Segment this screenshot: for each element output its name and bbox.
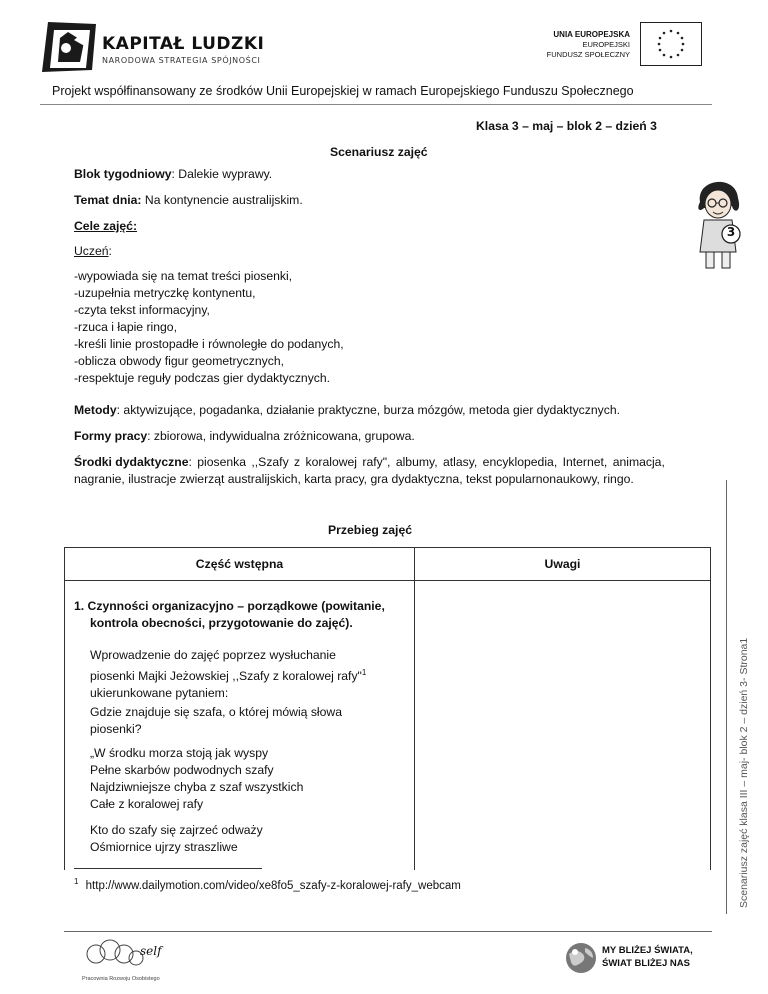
globe-logo: [563, 940, 599, 976]
banner-part-b: w ramach Europejskiego Funduszu Społecznego: [362, 84, 634, 98]
song-line: Kto do szafy się zajrzeć odważy: [90, 823, 263, 837]
formy-label: Formy pracy: [74, 429, 148, 443]
self-caption: Pracownia Rozwoju Osobistego: [82, 976, 160, 982]
eu-logo-text: [520, 30, 630, 60]
eu-flag: [640, 22, 702, 66]
uczen-colon: :: [108, 244, 112, 258]
blok-line: [74, 166, 272, 183]
footnote-divider: [74, 868, 262, 869]
eu-line1: UNIA EUROPEJSKA: [553, 30, 630, 39]
slogan-line1: MY BLIŻEJ ŚWIATA,: [602, 945, 693, 956]
kapital-ludzki-logo: [40, 18, 300, 74]
srodki-value-2: nagranie, ilustracje zwierząt australijskich, karta pracy, gra dydaktyczna, tekst popularnonaukowy, ringo.: [74, 472, 634, 486]
item1-line1: 1. Czynności organizacyjno – porządkowe (powitanie,: [74, 599, 385, 613]
uczen-line: [74, 243, 112, 260]
eu-line2: EUROPEJSKI: [582, 40, 630, 49]
blok-value: : Dalekie wyprawy.: [171, 167, 273, 181]
song-verse-2: [90, 822, 263, 856]
metody-label: Metody: [74, 403, 117, 417]
goal-item: -kreśli linie prostopadłe i równoległe do podanych,: [74, 337, 344, 351]
uczen-label: Uczeń: [74, 244, 109, 258]
funding-banner: [52, 84, 732, 98]
side-running-text: [738, 608, 750, 908]
goal-item: -respektuje reguły podczas gier dydaktycznych.: [74, 371, 331, 385]
footnote-ref: 1: [361, 668, 367, 677]
eu-line3: FUNDUSZ SPOŁECZNY: [546, 50, 630, 59]
srodki-label: Środki dydaktyczne: [74, 455, 189, 469]
goal-item: -rzuca i łapie ringo,: [74, 320, 177, 334]
song-line: „W środku morza stoją jak wyspy: [90, 746, 269, 760]
slogan-line2: ŚWIAT BLIŻEJ NAS: [602, 958, 690, 969]
temat-value: Na kontynencie australijskim.: [141, 193, 303, 207]
mascot-number: 3: [726, 225, 736, 239]
song-line: Całe z koralowej rafy: [90, 797, 204, 811]
temat-line: [74, 192, 303, 209]
metody-line: [74, 402, 620, 419]
srodki-block: [74, 454, 694, 488]
footnote-mark: 1: [74, 877, 79, 886]
banner-part-a: Projekt współfinansowany ze środków Unii Europejskiej: [52, 84, 360, 98]
intro-line3: ukierunkowane pytaniem:: [90, 686, 229, 701]
song-verse-1: [90, 745, 303, 813]
col1-header: Część wstępna: [195, 557, 284, 571]
song-line: Pełne skarbów podwodnych szafy: [90, 763, 274, 777]
przebieg-title: Przebieg zajęć: [328, 523, 412, 537]
goal-item: -czyta tekst informacyjny,: [74, 303, 210, 317]
page-title: Scenariusz zajęć: [330, 145, 428, 159]
metody-value: : aktywizujące, pogadanka, działanie praktyczne, burza mózgów, metoda gier dydaktycznych.: [116, 403, 620, 417]
kl-subtitle: NARODOWA STRATEGIA SPÓJNOŚCI: [102, 56, 261, 65]
item1-line2: kontrola obecności, przygotowanie do zajęć).: [90, 616, 353, 630]
footnote-url: http://www.dailymotion.com/video/xe8fo5_szafy-z-koralowej-rafy_webcam: [85, 879, 461, 892]
intro-line1: Wprowadzenie do zajęć poprzez wysłuchanie: [90, 648, 336, 662]
footnote: [74, 873, 461, 895]
song-line: Najdziwniejsze chyba z szaf wszystkich: [90, 780, 304, 794]
intro-paragraph: [90, 647, 366, 702]
formy-value: : zbiorowa, indywidualna zróżnicowana, grupowa.: [147, 429, 415, 443]
side-text: Scenariusz zajęć klasa III – maj- blok 2 – dzień 3- Strona1: [738, 637, 750, 908]
table-body-right: [414, 580, 711, 870]
question-line1: Gdzie znajduje się szafa, o której mówią słowa: [90, 705, 342, 719]
footer-slogan: [602, 944, 693, 970]
kapital-ludzki-emblem: [40, 18, 98, 74]
item1: [74, 598, 385, 632]
self-logo-word: self: [140, 944, 162, 958]
side-rule: [726, 480, 727, 914]
girl-mascot-icon: [690, 172, 746, 272]
srodki-value: : piosenka ,,Szafy z koralowej rafy", albumy, atlasy, encyklopedia, Internet, animacja,: [188, 455, 665, 469]
eu-stars-icon: [641, 23, 701, 65]
question-line2: piosenki?: [90, 722, 142, 736]
self-logo: [82, 934, 162, 990]
intro-line2: piosenki Majki Jeżowskiej ,,Szafy z koralowej rafy": [90, 669, 362, 684]
blok-label: Blok tygodniowy: [74, 167, 172, 181]
globe-icon: [563, 940, 599, 976]
class-label: Klasa 3 – maj – blok 2 – dzień 3: [476, 119, 657, 133]
table-header-right: [414, 547, 711, 581]
cele-label: Cele zajęć:: [74, 219, 138, 233]
goal-item: -uzupełnia metryczkę kontynentu,: [74, 286, 256, 300]
header-divider: [40, 104, 712, 105]
goal-item: -oblicza obwody figur geometrycznych,: [74, 354, 284, 368]
temat-label: Temat dnia:: [74, 193, 142, 207]
goals-list: [74, 268, 344, 387]
song-line: Ośmiornice ujrzy straszliwe: [90, 840, 238, 854]
formy-line: [74, 428, 415, 445]
question-paragraph: [90, 704, 342, 738]
kl-title: KAPITAŁ LUDZKI: [102, 34, 265, 54]
mascot-illustration: [690, 172, 746, 272]
col2-header: Uwagi: [544, 557, 581, 571]
footer-divider: [64, 931, 712, 932]
table-header-left: [64, 547, 415, 581]
goal-item: -wypowiada się na temat treści piosenki,: [74, 269, 293, 283]
